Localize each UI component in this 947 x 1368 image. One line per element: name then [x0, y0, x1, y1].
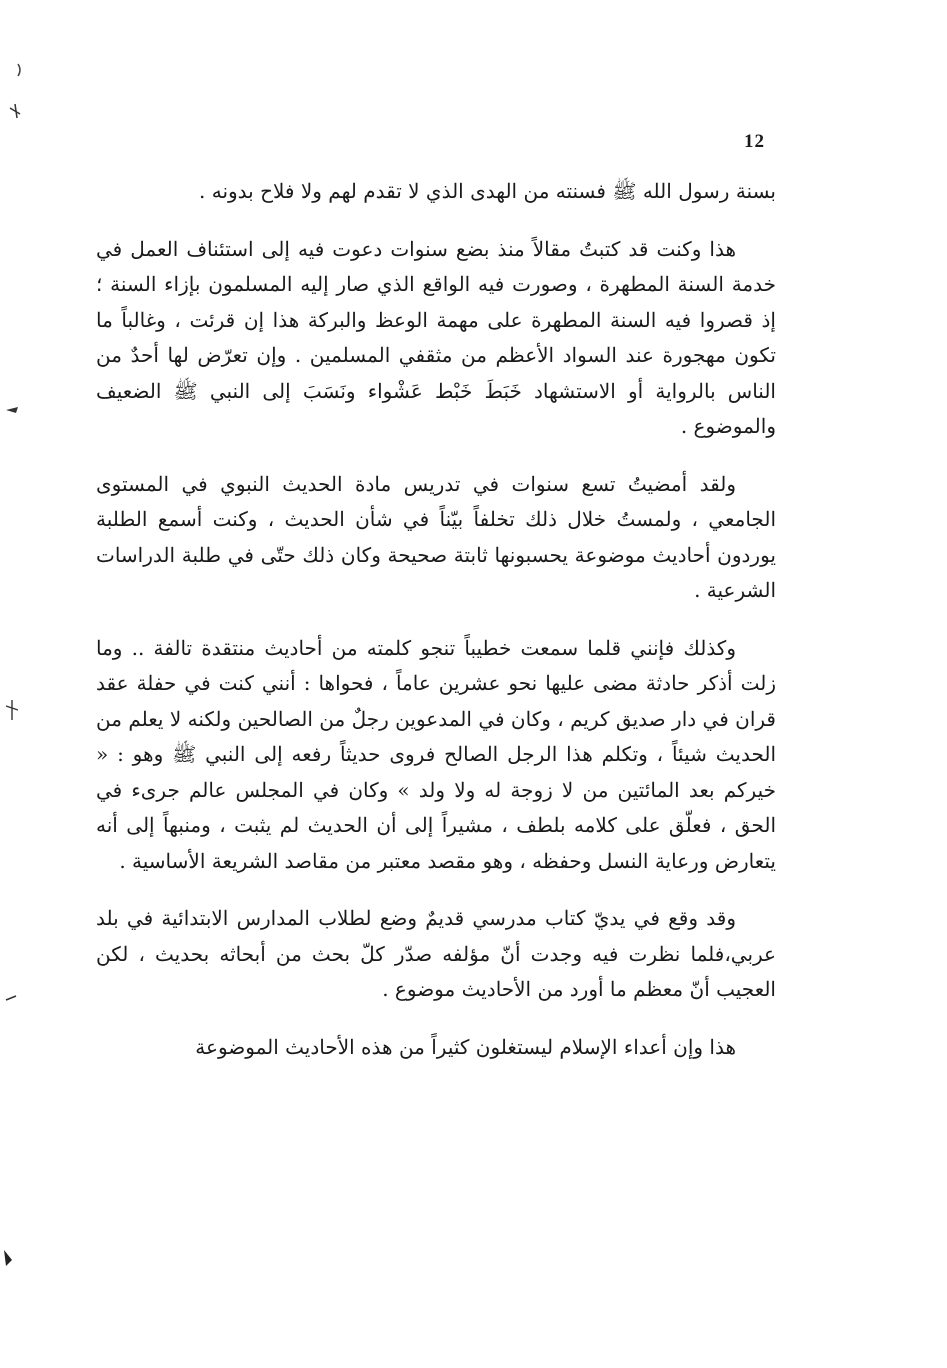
paragraph-1: بسنة رسول الله ﷺ فسنته من الهدى الذي لا تقدم لهم ولا فلاح بدونه . [199, 179, 776, 203]
paragraph-5: وقد وقع في يديّ كتاب مدرسي قديمٌ وضع لطلاب المدارس الابتدائية في بلد عربي،فلما نظرت فيه وجدت أنّ مؤلفه صدّر كلّ بحث من أبحاثه بحديث ، لكن العجيب أنّ معظم ما أورد من الأحاديث موضوع . [96, 906, 776, 1001]
paragraph-3: ولقد أمضيتُ تسع سنوات في تدريس مادة الحديث النبوي في المستوى الجامعي ، ولمستُ خلال ذلك تخلفاً بيّناً في شأن الحديث ، وكنت أسمع الطلبة يوردون أحاديث موضوعة يحسبونها ثابتة صحيحة وكان ذلك حتّى في طلبة الدراسات الشرعية . [96, 471, 776, 602]
margin-mark-1 [4, 60, 24, 130]
margin-mark-2 [2, 400, 22, 420]
page-number: 12 [744, 131, 765, 152]
margin-mark-3 [2, 698, 22, 722]
paragraph-4: وكذلك فإنني قلما سمعت خطيباً تنجو كلمته من أحاديث منتقدة تالفة .. وما زلت أذكر حادثة مضى عليها نحو عشرين عاماً ، فحواها : أنني كنت في حفلة عقد قران في دار صديق كريم ، وكان في المدعوين رجلٌ من الصالحين ولكنه لا يعلم من الحديث شيئاً ، وتكلم هذا الرجل الصالح فروى حديثاً رفعه إلى النبي ﷺ وهو : « خيركم بعد المائتين من لا زوجة له ولا ولد » وكان في المجلس عالم جرىء في الحق ، فعلّق على كلامه بلطف ، مشيراً إلى أن الحديث لم يثبت ، ومنبهاً إلى أنه يتعارض ورعاية النسل وحفظه ، وهو مقصد معتبر من مقاصد الشريعة الأساسية . [96, 635, 776, 873]
paragraph-2: هذا وكنت قد كتبتُ مقالاً منذ بضع سنوات دعوت فيه إلى استئناف العمل في خدمة السنة المطهرة ، وصورت فيه الواقع الذي صار إليه المسلمون بإزاء السنة ؛ إذ قصروا فيه السنة المطهرة على مهمة الوعظ والبركة هذا إن قرئت ، وغالباً ما تكون مهجورة عند السواد الأعظم من مثقفي المسلمين . وإن تعرّض لها أحدٌ من الناس بالرواية أو الاستشهاد خَبَطَ خَبْط عَشْواء ونَسَبَ إلى النبي ﷺ الضعيف والموضوع . [96, 236, 776, 438]
page-body [96, 174, 776, 1065]
paragraph-6: هذا وإن أعداء الإسلام ليستغلون كثيراً من هذه الأحاديث الموضوعة [195, 1034, 736, 1059]
margin-mark-4 [2, 990, 22, 1006]
margin-mark-5 [0, 1246, 20, 1270]
